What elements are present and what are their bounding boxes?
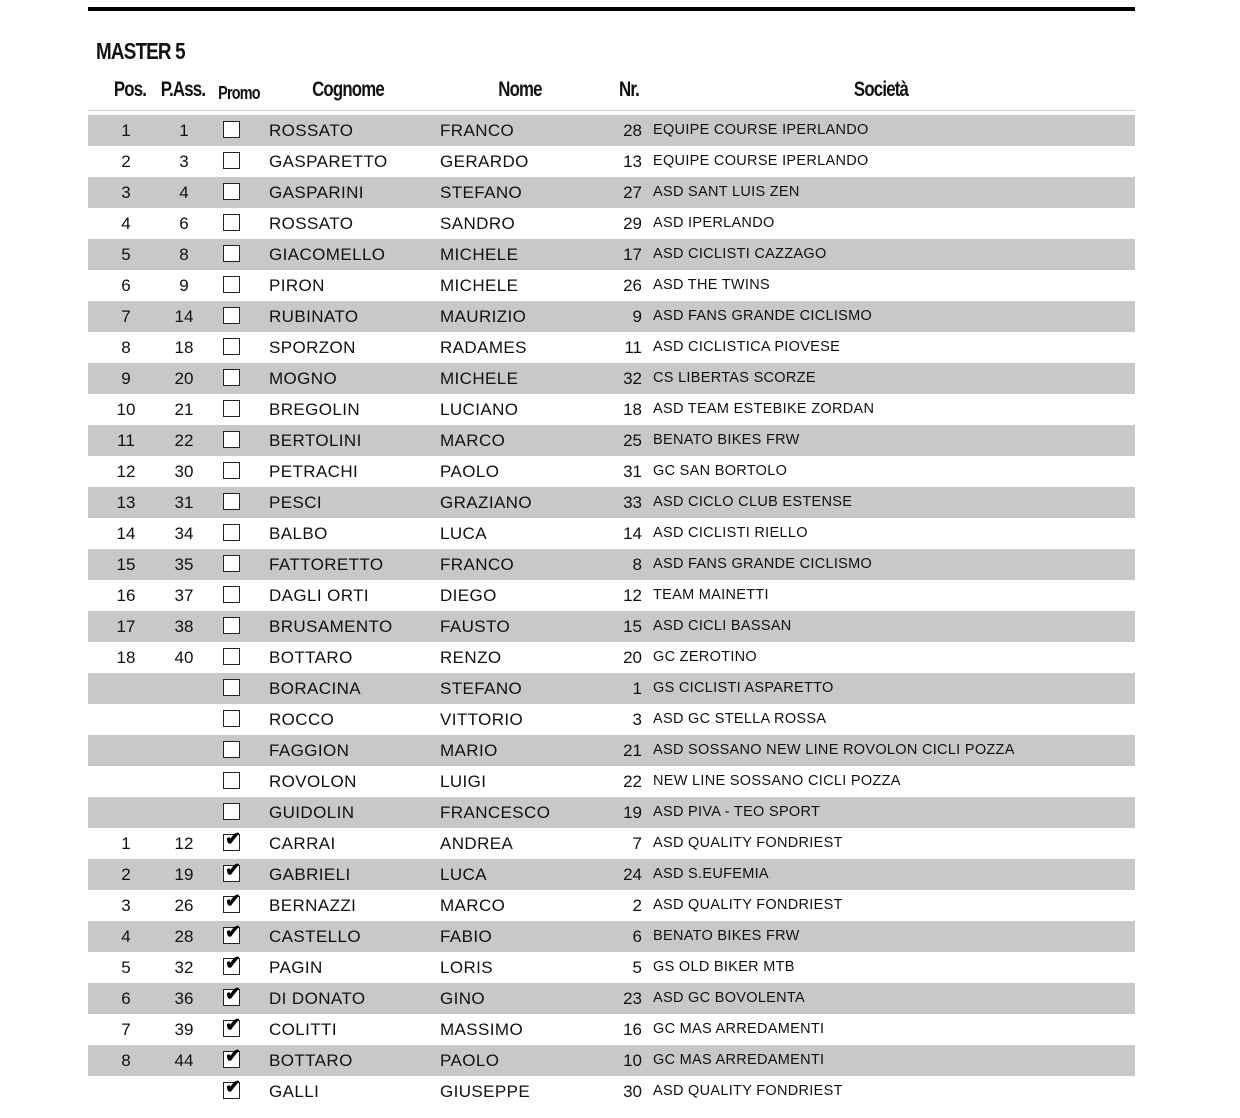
header-nome: Nome (498, 78, 542, 101)
surname-cell: BOTTARO (269, 1051, 353, 1070)
position-cell: 11 (117, 431, 135, 450)
position-cell: 10 (116, 400, 136, 419)
header-cognome: Cognome (312, 78, 384, 101)
surname-cell: COLITTI (269, 1020, 337, 1039)
surname-cell: BALBO (269, 524, 328, 543)
assigned-position-cell: 12 (174, 834, 194, 853)
position-cell: 14 (116, 524, 136, 543)
bib-number-cell: 24 (623, 865, 642, 884)
table-row (88, 828, 1135, 859)
position-cell: 7 (121, 307, 131, 326)
promo-checkbox[interactable] (223, 152, 240, 169)
first-name-cell: MARCO (440, 896, 506, 915)
table-row (88, 549, 1135, 580)
promo-checkbox[interactable] (223, 984, 241, 1006)
first-name-cell: FABIO (440, 927, 493, 946)
first-name-cell: GERARDO (440, 152, 529, 171)
promo-checkbox[interactable] (223, 922, 241, 944)
bib-number-cell: 26 (623, 276, 642, 295)
surname-cell: BOTTARO (269, 648, 353, 667)
table-row (88, 394, 1135, 425)
surname-cell: BRUSAMENTO (269, 617, 393, 636)
first-name-cell: GRAZIANO (440, 493, 532, 512)
bib-number-cell: 33 (623, 493, 642, 512)
promo-checkbox[interactable] (223, 276, 240, 293)
assigned-position-cell: 40 (174, 648, 194, 667)
first-name-cell: MARIO (440, 741, 498, 760)
table-row (88, 890, 1135, 921)
bib-number-cell: 32 (623, 369, 642, 388)
position-cell: 6 (121, 989, 131, 1008)
bib-number-cell: 25 (623, 431, 642, 450)
promo-checkbox[interactable] (223, 431, 240, 448)
assigned-position-cell: 36 (174, 989, 194, 1008)
assigned-position-cell: 3 (179, 152, 189, 171)
assigned-position-cell (164, 673, 204, 704)
bib-number-cell: 14 (623, 524, 642, 543)
team-cell: CS LIBERTAS SCORZE (653, 370, 816, 386)
promo-checkbox[interactable] (223, 307, 240, 324)
surname-cell: FAGGION (269, 741, 350, 760)
bib-number-cell: 10 (623, 1051, 642, 1070)
header-societa: Società (853, 78, 909, 101)
bib-number-cell: 27 (623, 183, 642, 202)
first-name-cell: GINO (440, 989, 486, 1008)
position-cell: 16 (116, 586, 136, 605)
promo-checkbox[interactable] (223, 953, 241, 975)
first-name-cell: GIUSEPPE (440, 1082, 531, 1101)
header-pos: Pos. (113, 78, 147, 101)
header-nr: Nr. (618, 78, 639, 101)
first-name-cell: LUCA (440, 865, 487, 884)
bib-number-cell: 17 (623, 245, 642, 264)
team-cell: ASD TEAM ESTEBIKE ZORDAN (653, 401, 875, 417)
surname-cell: DI DONATO (269, 989, 366, 1008)
team-cell: ASD SANT LUIS ZEN (653, 184, 800, 200)
first-name-cell: FAUSTO (440, 617, 511, 636)
promo-checkbox[interactable] (223, 741, 240, 758)
team-cell: ASD PIVA - TEO SPORT (653, 804, 821, 820)
table-row (88, 952, 1135, 983)
promo-checkbox[interactable] (223, 121, 240, 138)
assigned-position-cell: 19 (174, 865, 194, 884)
surname-cell: BERNAZZI (269, 896, 357, 915)
first-name-cell: STEFANO (440, 183, 523, 202)
bib-number-cell: 2 (632, 896, 642, 915)
assigned-position-cell: 6 (179, 214, 189, 233)
team-cell: ASD GC BOVOLENTA (653, 990, 805, 1006)
promo-checkbox[interactable] (223, 772, 240, 789)
promo-checkbox[interactable] (223, 555, 240, 572)
surname-cell: SPORZON (269, 338, 356, 357)
position-cell: 2 (121, 152, 131, 171)
first-name-cell: ANDREA (440, 834, 514, 853)
table-row (88, 518, 1135, 549)
promo-checkbox[interactable] (223, 1077, 241, 1099)
surname-cell: BORACINA (269, 679, 361, 698)
bib-number-cell: 15 (623, 617, 642, 636)
position-cell: 12 (116, 462, 136, 481)
top-rule (88, 7, 1135, 11)
table-row (88, 735, 1135, 766)
table-row (88, 301, 1135, 332)
assigned-position-cell: 28 (174, 927, 194, 946)
position-cell (106, 735, 146, 766)
team-cell: ASD FANS GRANDE CICLISMO (653, 308, 873, 324)
assigned-position-cell (164, 735, 204, 766)
position-cell (106, 766, 146, 797)
promo-checkbox[interactable] (223, 338, 240, 355)
assigned-position-cell: 14 (174, 307, 194, 326)
promo-checkbox[interactable] (223, 617, 240, 634)
team-cell: ASD QUALITY FONDRIEST (653, 1083, 843, 1099)
assigned-position-cell: 18 (174, 338, 194, 357)
team-cell: ASD CICLISTI RIELLO (653, 525, 808, 541)
bib-number-cell: 18 (623, 400, 642, 419)
surname-cell: GASPARINI (269, 183, 364, 202)
first-name-cell: DIEGO (440, 586, 497, 605)
position-cell: 1 (121, 834, 131, 853)
checkmark-icon: ✔ (225, 1046, 241, 1067)
promo-checkbox[interactable] (223, 369, 240, 386)
team-cell: ASD SOSSANO NEW LINE ROVOLON CICLI POZZA (653, 742, 1015, 758)
first-name-cell: LUCIANO (440, 400, 519, 419)
team-cell: ASD CICLISTICA PIOVESE (653, 339, 841, 355)
team-cell: ASD QUALITY FONDRIEST (653, 835, 843, 851)
position-cell: 3 (121, 183, 131, 202)
team-cell: ASD GC STELLA ROSSA (653, 711, 827, 727)
bib-number-cell: 29 (623, 214, 642, 233)
assigned-position-cell: 4 (179, 183, 189, 202)
bib-number-cell: 11 (624, 338, 642, 357)
position-cell: 17 (116, 617, 136, 636)
assigned-position-cell: 1 (179, 121, 189, 140)
position-cell: 7 (121, 1020, 131, 1039)
table-row (88, 239, 1135, 270)
first-name-cell: SANDRO (440, 214, 516, 233)
team-cell: GS OLD BIKER MTB (653, 959, 795, 975)
surname-cell: BERTOLINI (269, 431, 362, 450)
promo-checkbox[interactable] (223, 586, 240, 603)
assigned-position-cell: 9 (179, 276, 189, 295)
assigned-position-cell: 21 (174, 400, 194, 419)
assigned-position-cell: 39 (174, 1020, 194, 1039)
surname-cell: ROSSATO (269, 121, 354, 140)
table-row (88, 580, 1135, 611)
position-cell: 18 (116, 648, 136, 667)
promo-checkbox[interactable] (223, 183, 240, 200)
team-cell: GC MAS ARREDAMENTI (653, 1021, 825, 1037)
first-name-cell: MICHELE (440, 276, 519, 295)
position-cell: 3 (121, 896, 131, 915)
promo-checkbox[interactable] (223, 493, 240, 510)
assigned-position-cell: 22 (174, 431, 194, 450)
position-cell: 1 (121, 121, 131, 140)
bib-number-cell: 3 (632, 710, 642, 729)
table-row (88, 177, 1135, 208)
surname-cell: GUIDOLIN (269, 803, 355, 822)
team-cell: GS CICLISTI ASPARETTO (653, 680, 834, 696)
team-cell: BENATO BIKES FRW (653, 432, 800, 448)
checkmark-icon: ✔ (225, 829, 241, 850)
table-row (88, 859, 1135, 890)
team-cell: ASD CICLISTI CAZZAGO (653, 246, 827, 262)
position-cell: 9 (121, 369, 131, 388)
assigned-position-cell: 44 (174, 1051, 194, 1070)
first-name-cell: STEFANO (440, 679, 523, 698)
table-row (88, 1045, 1135, 1076)
header-promo: Promo (218, 83, 260, 103)
surname-cell: PETRACHI (269, 462, 359, 481)
bib-number-cell: 6 (632, 927, 642, 946)
table-row (88, 766, 1135, 797)
surname-cell: PIRON (269, 276, 325, 295)
table-row (88, 921, 1135, 952)
header-pass: P.Ass. (160, 78, 206, 101)
surname-cell: ROVOLON (269, 772, 357, 791)
position-cell: 5 (121, 958, 131, 977)
table-row (88, 797, 1135, 828)
bib-number-cell: 9 (632, 307, 642, 326)
bib-number-cell: 12 (623, 586, 642, 605)
position-cell: 2 (121, 865, 131, 884)
table-row (88, 115, 1135, 146)
surname-cell: MOGNO (269, 369, 338, 388)
team-cell: NEW LINE SOSSANO CICLI POZZA (653, 773, 901, 789)
bib-number-cell: 22 (623, 772, 642, 791)
page-title: MASTER 5 (96, 38, 185, 64)
first-name-cell: PAOLO (440, 1051, 500, 1070)
surname-cell: GABRIELI (269, 865, 351, 884)
first-name-cell: MAURIZIO (440, 307, 527, 326)
first-name-cell: FRANCESCO (440, 803, 551, 822)
bib-number-cell: 1 (632, 679, 642, 698)
position-cell: 5 (121, 245, 131, 264)
bib-number-cell: 30 (623, 1082, 642, 1101)
promo-checkbox[interactable] (223, 860, 241, 882)
position-cell (106, 1076, 146, 1107)
first-name-cell: FRANCO (440, 555, 515, 574)
team-cell: EQUIPE COURSE IPERLANDO (653, 153, 869, 169)
bib-number-cell: 5 (632, 958, 642, 977)
team-cell: GC ZEROTINO (653, 649, 757, 665)
table-row (88, 1076, 1135, 1107)
team-cell: EQUIPE COURSE IPERLANDO (653, 122, 869, 138)
surname-cell: DAGLI ORTI (269, 586, 370, 605)
team-cell: ASD CICLI BASSAN (653, 618, 792, 634)
table-row (88, 673, 1135, 704)
table-row (88, 611, 1135, 642)
position-cell: 8 (121, 1051, 131, 1070)
position-cell: 4 (121, 214, 131, 233)
table-row (88, 487, 1135, 518)
team-cell: GC SAN BORTOLO (653, 463, 788, 479)
bib-number-cell: 7 (632, 834, 642, 853)
team-cell: ASD QUALITY FONDRIEST (653, 897, 843, 913)
table-row (88, 456, 1135, 487)
checkmark-icon: ✔ (225, 891, 241, 912)
bib-number-cell: 21 (623, 741, 642, 760)
promo-checkbox[interactable] (223, 524, 240, 541)
surname-cell: GALLI (269, 1082, 320, 1101)
team-cell: ASD THE TWINS (653, 277, 770, 293)
table-row (88, 208, 1135, 239)
position-cell (106, 673, 146, 704)
results-table (88, 115, 1135, 1107)
surname-cell: BREGOLIN (269, 400, 361, 419)
first-name-cell: PAOLO (440, 462, 500, 481)
assigned-position-cell: 35 (174, 555, 194, 574)
team-cell: ASD CICLO CLUB ESTENSE (653, 494, 853, 510)
team-cell: ASD S.EUFEMIA (653, 866, 769, 882)
position-cell (106, 797, 146, 828)
assigned-position-cell (164, 766, 204, 797)
promo-checkbox[interactable] (223, 1015, 241, 1037)
bib-number-cell: 13 (623, 152, 642, 171)
first-name-cell: LORIS (440, 958, 494, 977)
table-row (88, 425, 1135, 456)
promo-checkbox[interactable] (223, 214, 240, 231)
promo-checkbox[interactable] (223, 462, 240, 479)
team-cell: TEAM MAINETTI (653, 587, 769, 603)
first-name-cell: MARCO (440, 431, 506, 450)
team-cell: GC MAS ARREDAMENTI (653, 1052, 825, 1068)
checkmark-icon: ✔ (225, 984, 241, 1005)
first-name-cell: MICHELE (440, 245, 519, 264)
surname-cell: PAGIN (269, 958, 323, 977)
assigned-position-cell: 32 (174, 958, 194, 977)
assigned-position-cell: 31 (174, 493, 194, 512)
assigned-position-cell: 34 (174, 524, 194, 543)
promo-checkbox[interactable] (223, 1046, 241, 1068)
table-row (88, 270, 1135, 301)
promo-checkbox[interactable] (223, 400, 240, 417)
team-cell: ASD FANS GRANDE CICLISMO (653, 556, 873, 572)
assigned-position-cell: 20 (174, 369, 194, 388)
promo-checkbox[interactable] (223, 829, 241, 851)
surname-cell: ROCCO (269, 710, 335, 729)
bib-number-cell: 8 (632, 555, 642, 574)
promo-checkbox[interactable] (223, 679, 240, 696)
bib-number-cell: 19 (623, 803, 642, 822)
bib-number-cell: 28 (623, 121, 642, 140)
promo-checkbox[interactable] (223, 245, 240, 262)
table-row (88, 1014, 1135, 1045)
promo-checkbox[interactable] (223, 891, 241, 913)
first-name-cell: RENZO (440, 648, 502, 667)
checkmark-icon: ✔ (225, 922, 241, 943)
surname-cell: GIACOMELLO (269, 245, 386, 264)
position-cell: 8 (121, 338, 131, 357)
assigned-position-cell: 26 (174, 896, 194, 915)
surname-cell: CASTELLO (269, 927, 362, 946)
checkmark-icon: ✔ (225, 1077, 241, 1098)
table-row (88, 642, 1135, 673)
bib-number-cell: 20 (623, 648, 642, 667)
assigned-position-cell: 37 (174, 586, 194, 605)
assigned-position-cell (164, 1076, 204, 1107)
assigned-position-cell (164, 704, 204, 735)
first-name-cell: VITTORIO (440, 710, 524, 729)
table-row (88, 704, 1135, 735)
surname-cell: ROSSATO (269, 214, 354, 233)
assigned-position-cell: 30 (174, 462, 194, 481)
promo-checkbox[interactable] (223, 648, 240, 665)
table-row (88, 363, 1135, 394)
position-cell: 6 (121, 276, 131, 295)
position-cell: 15 (116, 555, 136, 574)
promo-checkbox[interactable] (223, 710, 240, 727)
bib-number-cell: 16 (623, 1020, 642, 1039)
table-row (88, 146, 1135, 177)
first-name-cell: LUIGI (440, 772, 487, 791)
checkmark-icon: ✔ (225, 860, 241, 881)
header-divider (88, 110, 1135, 111)
bib-number-cell: 23 (623, 989, 642, 1008)
bib-number-cell: 31 (623, 462, 642, 481)
table-row (88, 332, 1135, 363)
first-name-cell: LUCA (440, 524, 487, 543)
surname-cell: FATTORETTO (269, 555, 384, 574)
first-name-cell: MICHELE (440, 369, 519, 388)
assigned-position-cell: 8 (179, 245, 189, 264)
assigned-position-cell: 38 (174, 617, 194, 636)
promo-checkbox[interactable] (223, 803, 240, 820)
table-row (88, 983, 1135, 1014)
surname-cell: CARRAI (269, 834, 336, 853)
first-name-cell: FRANCO (440, 121, 515, 140)
position-cell: 4 (121, 927, 131, 946)
surname-cell: RUBINATO (269, 307, 359, 326)
first-name-cell: RADAMES (440, 338, 527, 357)
surname-cell: GASPARETTO (269, 152, 388, 171)
assigned-position-cell (164, 797, 204, 828)
position-cell: 13 (116, 493, 136, 512)
checkmark-icon: ✔ (225, 953, 241, 974)
surname-cell: PESCI (269, 493, 323, 512)
team-cell: ASD IPERLANDO (653, 215, 775, 231)
first-name-cell: MASSIMO (440, 1020, 524, 1039)
checkmark-icon: ✔ (225, 1015, 241, 1036)
team-cell: BENATO BIKES FRW (653, 928, 800, 944)
position-cell (106, 704, 146, 735)
